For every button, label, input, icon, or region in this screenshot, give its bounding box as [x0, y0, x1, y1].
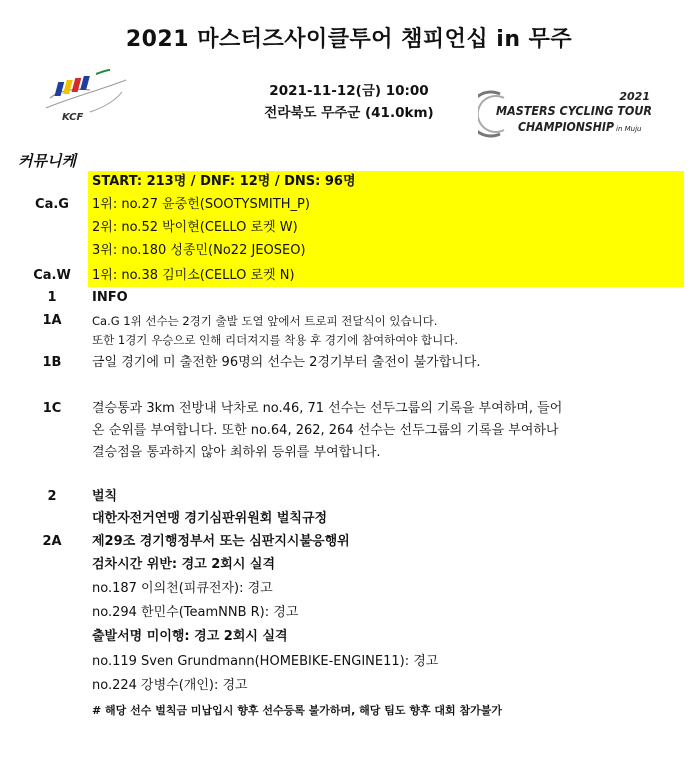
- info-1c-row-2: [0, 420, 698, 442]
- info-1a-row-2: [0, 329, 698, 351]
- kcf-logo-text: KCF: [62, 112, 84, 123]
- penalty-group-1-heading-row: [0, 554, 698, 576]
- cag-row-1: [0, 194, 698, 216]
- info-1b-row: [0, 352, 698, 374]
- info-1a-line: 또한 1경기 우승으로 인해 리더져지를 착용 후 경기에 참여하여야 합니다.: [92, 333, 459, 347]
- penalty-entry: no.119 Sven Grundmann(HOMEBIKE-ENGINE11): 경고: [92, 654, 439, 669]
- penalty-group-heading: 출발서명 미이행: 경고 2회시 실격: [92, 629, 288, 644]
- results-summary-row: [0, 171, 698, 193]
- penalty-title: 벌칙: [92, 489, 118, 504]
- mct-logo-line2: CHAMPIONSHIP: [518, 120, 615, 134]
- event-date: 2021-11-12(금) 10:00: [269, 83, 429, 99]
- info-1a-line: Ca.G 1위 선수는 2경기 출발 도열 앞에서 트로피 전달식이 있습니다.: [92, 314, 438, 328]
- penalty-number: 2: [47, 489, 57, 504]
- penalty-note: # 해당 선수 벌칙금 미납입시 향후 선수등록 불가하며, 해당 팀도 향후 대회 참가불가: [92, 704, 503, 717]
- penalty-entry-row: [0, 578, 698, 600]
- penalty-rule-source: 대한자전거연맹 경기심판위원회 벌칙규정: [92, 511, 328, 526]
- results-summary: START: 213명 / DNF: 12명 / DNS: 96명: [92, 174, 356, 189]
- penalty-entry: no.294 한민수(TeamNNB R): 경고: [92, 605, 299, 620]
- caw-result: 1위: no.38 김미소(CELLO 로켓 N): [92, 268, 295, 283]
- info-1a-label: 1A: [42, 313, 62, 328]
- page-title: 2021 마스터즈사이클투어 챔피언십 in 무주: [125, 27, 573, 52]
- info-1c-line: 온 순위를 부여합니다. 또한 no.64, 262, 264 선수는 선두그룹의 기록을 부여하나: [92, 423, 559, 438]
- mct-logo-line1: MASTERS CYCLING TOUR: [496, 104, 652, 118]
- section-title: 커뮤니케: [18, 152, 76, 170]
- info-1b-line: 금일 경기에 미 출전한 96명의 선수는 2경기부터 출전이 불가합니다.: [92, 355, 481, 370]
- caw-label: Ca.W: [33, 268, 71, 283]
- cag-row-2: [0, 217, 698, 239]
- cag-result: 2위: no.52 박이현(CELLO 로켓 W): [92, 220, 298, 235]
- mct-logo-suffix: in Muju: [616, 125, 642, 133]
- cag-label: Ca.G: [35, 197, 69, 212]
- info-heading-row: [0, 287, 698, 309]
- info-1c-label: 1C: [42, 401, 62, 416]
- info-number: 1: [47, 290, 57, 305]
- penalty-heading-row: [0, 486, 698, 508]
- info-1c-row-3: [0, 442, 698, 464]
- info-1c-row: [0, 398, 698, 420]
- masters-cycling-tour-logo: [478, 82, 658, 142]
- penalty-2a-title: 제29조 경기행정부서 또는 심판지시불응행위: [92, 534, 350, 549]
- cag-result: 3위: no.180 성종민(No22 JEOSEO): [92, 243, 306, 258]
- event-location: 전라북도 무주군 (41.0km): [264, 105, 434, 121]
- penalty-entry-row: [0, 675, 698, 697]
- penalty-2a-label: 2A: [42, 534, 62, 549]
- caw-row-1: [0, 265, 698, 287]
- penalty-group-heading: 검차시간 위반: 경고 2회시 실격: [92, 557, 276, 572]
- info-1b-label: 1B: [42, 355, 62, 370]
- info-1c-line: 결승점을 통과하지 않아 최하위 등위를 부여합니다.: [92, 445, 381, 460]
- penalty-source-row: [0, 508, 698, 530]
- penalty-entry: no.224 강병수(개인): 경고: [92, 678, 248, 693]
- info-title: INFO: [92, 290, 128, 305]
- penalty-note-row: [0, 700, 698, 722]
- penalty-entry: no.187 이의천(피큐전자): 경고: [92, 581, 273, 596]
- mct-logo-year: 2021: [619, 90, 650, 103]
- penalty-2a-row: [0, 531, 698, 553]
- cag-result: 1위: no.27 윤중헌(SOOTYSMITH_P): [92, 197, 310, 212]
- penalty-entry-row: [0, 651, 698, 673]
- info-1c-line: 결승통과 3km 전방내 낙차로 no.46, 71 선수는 선두그룹의 기록을 부여하며, 들어: [92, 401, 563, 416]
- penalty-group-2-heading-row: [0, 626, 698, 648]
- penalty-entry-row: [0, 602, 698, 624]
- cag-row-3: [0, 240, 698, 262]
